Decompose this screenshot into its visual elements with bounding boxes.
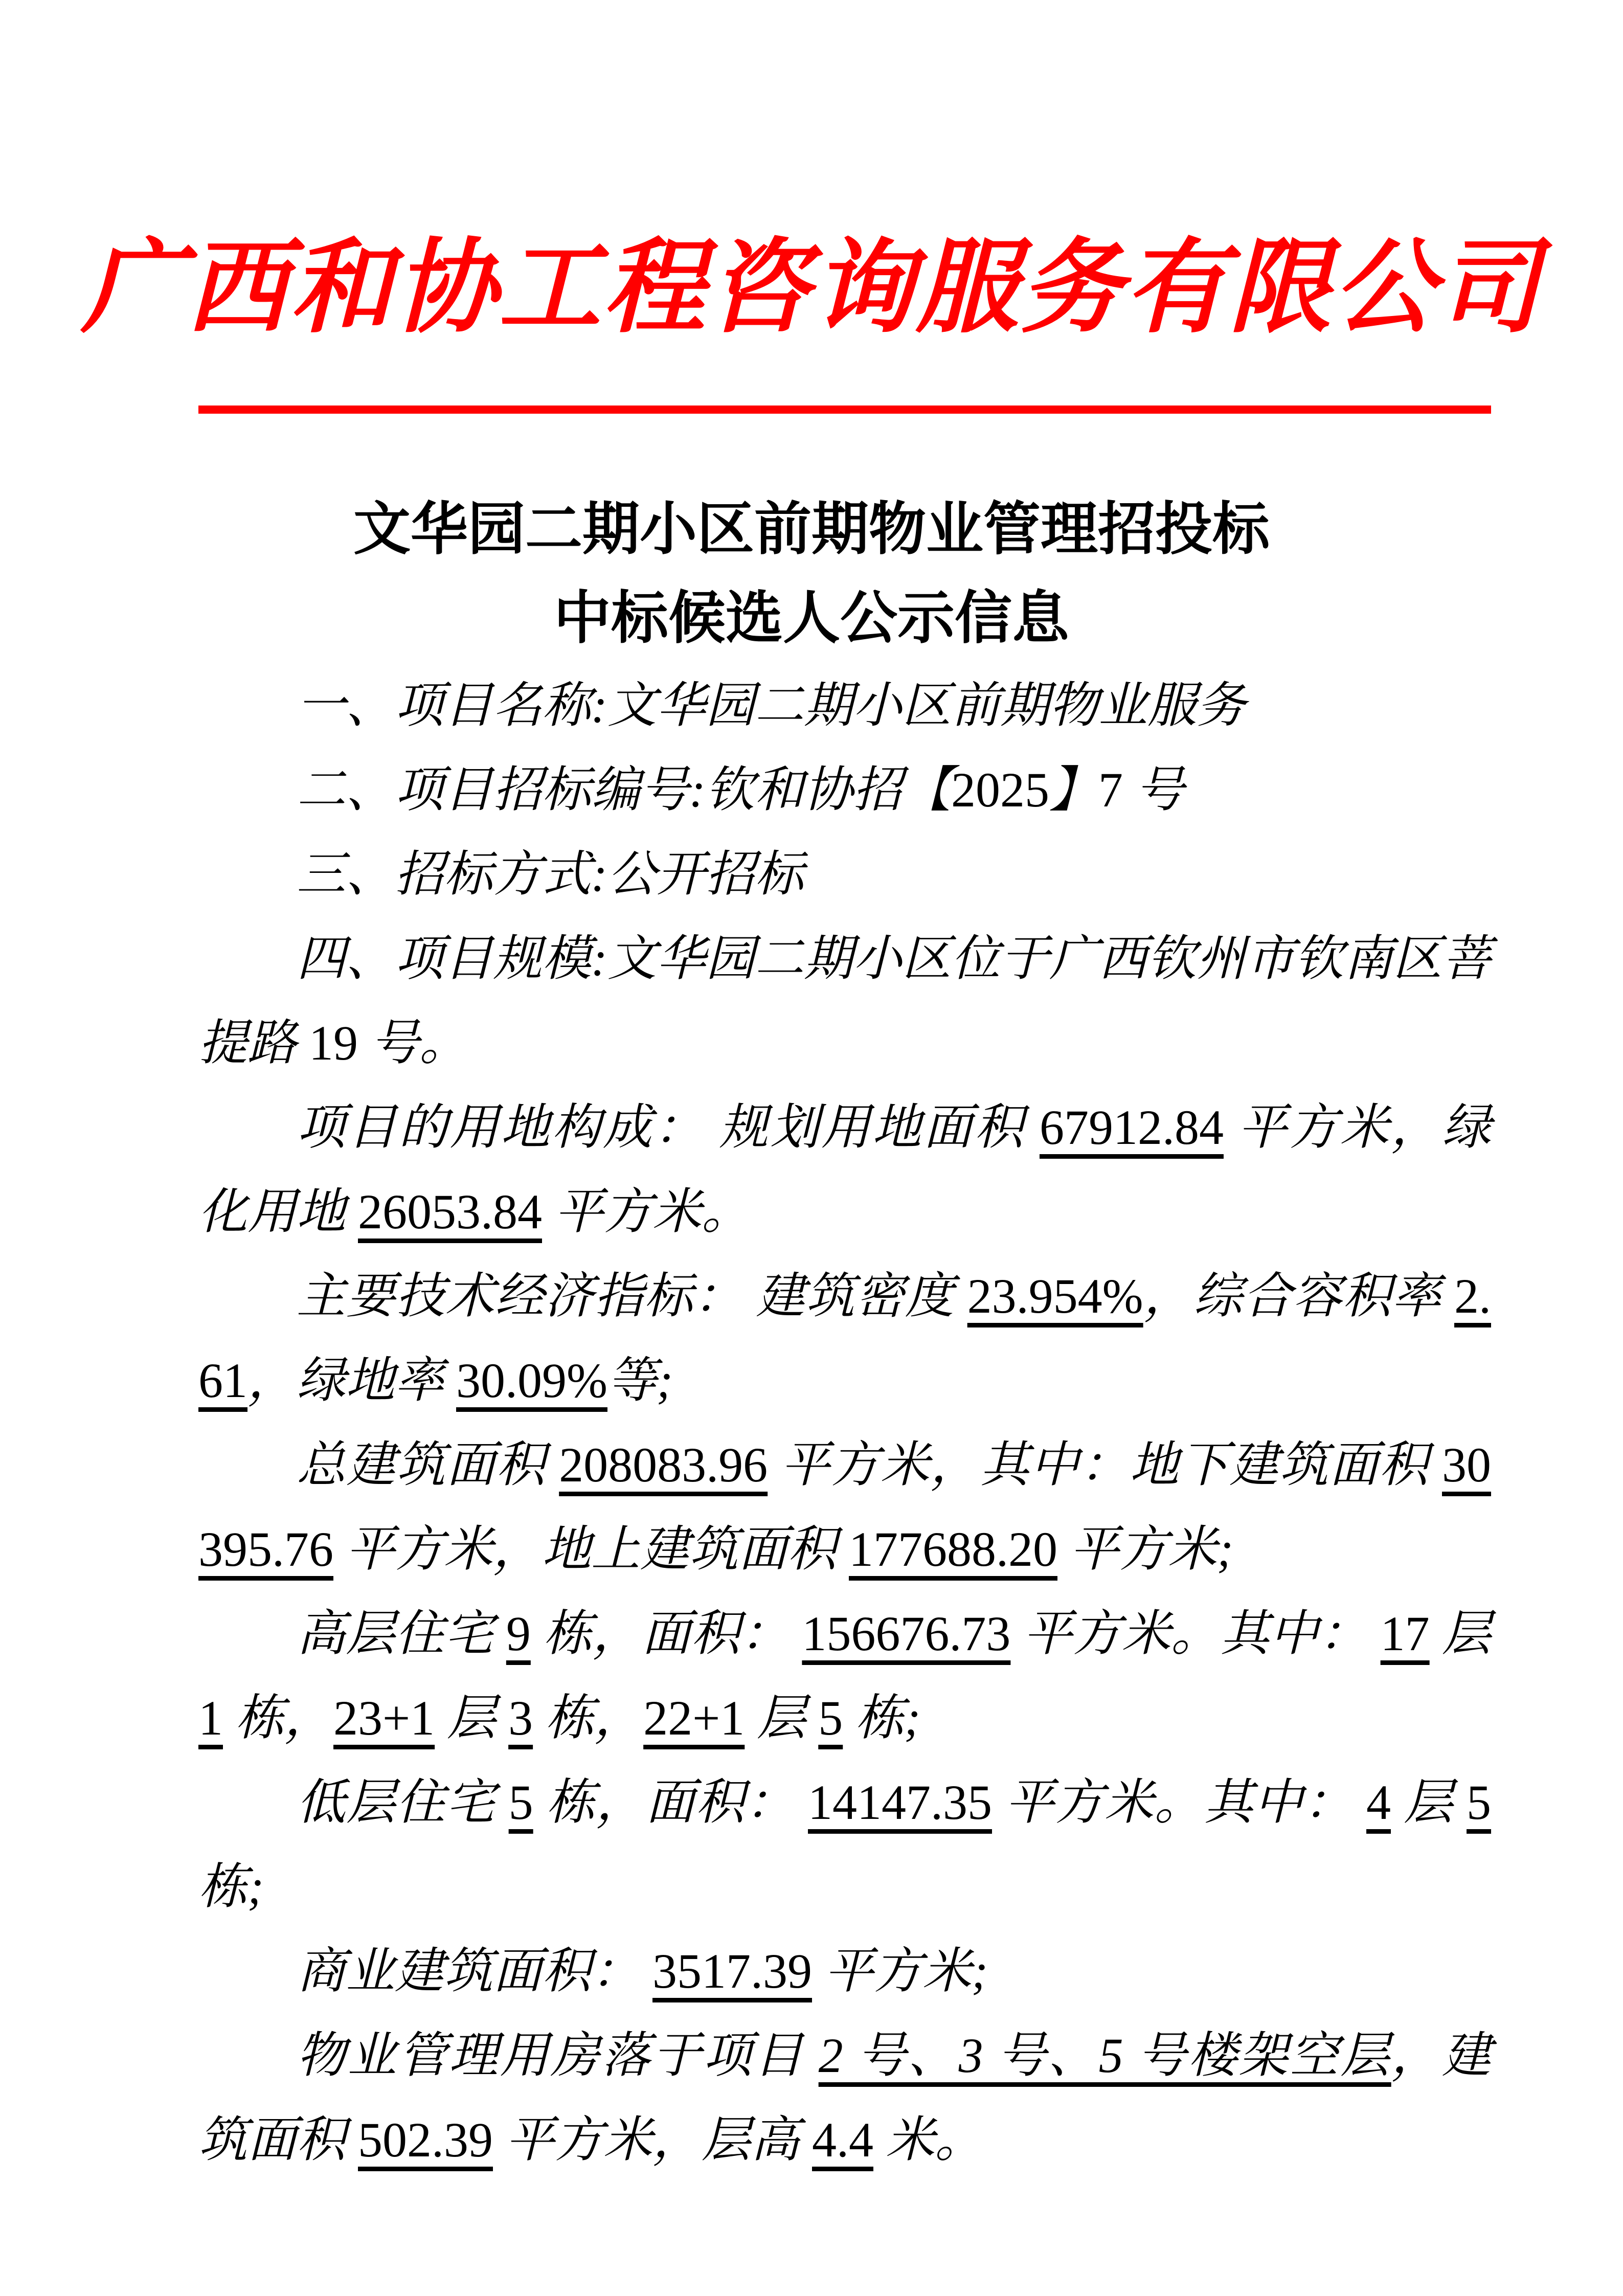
- text-segment: 平方米;: [812, 1944, 988, 1998]
- text-segment: 号。: [358, 1016, 468, 1070]
- text-segment: 栋，面积：: [533, 1775, 808, 1830]
- doc-title-line1: 文华园二期小区前期物业管理招投标: [353, 498, 1270, 561]
- paragraph: [198, 1423, 1491, 1591]
- text-segment: 平方米;: [1057, 1522, 1233, 1577]
- underlined-value: 5: [508, 1775, 533, 1830]
- text-segment: 平方米。其中：: [1010, 1606, 1381, 1661]
- text-segment: 19: [309, 1016, 358, 1070]
- paragraph: [198, 1760, 1491, 1929]
- underlined-value: 23+1: [333, 1691, 435, 1745]
- text-segment: 栋;: [198, 1859, 264, 1914]
- underlined-value: 14147.35: [808, 1775, 993, 1830]
- paragraph: [198, 663, 1491, 748]
- underlined-value: 26053.84: [358, 1184, 542, 1239]
- underlined-value: 502.39: [358, 2112, 493, 2167]
- underlined-value: 156676.73: [802, 1606, 1011, 1661]
- paragraph: [198, 832, 1491, 916]
- company-name: 广西和协工程咨询服务有限公司: [81, 232, 1542, 345]
- text-segment: 平方米，绿化用地: [198, 1100, 1492, 1239]
- text-segment: 2025: [951, 762, 1049, 817]
- text-segment: 栋;: [843, 1691, 921, 1745]
- text-segment: 7: [1098, 762, 1123, 817]
- text-segment: 一、项目名称:文华园二期小区前期物业服务: [297, 678, 1246, 733]
- text-segment: 低层住宅: [297, 1775, 509, 1830]
- underlined-value: 23.954%: [967, 1269, 1143, 1323]
- underlined-value: 1: [198, 1691, 223, 1745]
- underlined-value: 208083.96: [559, 1437, 768, 1492]
- doc-title: [0, 485, 1623, 663]
- underlined-value: 3517.39: [652, 1944, 812, 1998]
- text-segment: ，建筑面积: [198, 2028, 1492, 2167]
- paragraph: [198, 2013, 1491, 2182]
- underlined-value: 5: [818, 1691, 843, 1745]
- text-segment: 米。: [873, 2112, 984, 2167]
- paragraph: [198, 1254, 1491, 1423]
- paragraph: [198, 1591, 1491, 1760]
- text-segment: 平方米。: [542, 1184, 751, 1239]
- text-segment: 高层住宅: [297, 1606, 506, 1661]
- text-segment: 商业建筑面积：: [297, 1944, 652, 1998]
- text-segment: 】: [1049, 762, 1098, 817]
- text-segment: 层: [1429, 1606, 1492, 1661]
- text-segment: 四、项目规模:文华园二期小区位于广西钦州市钦南区菩提路: [198, 931, 1491, 1070]
- text-segment: 栋，面积：: [530, 1606, 802, 1661]
- paragraph: [198, 916, 1491, 1085]
- text-segment: 平方米，地上建筑面积: [333, 1522, 849, 1577]
- paragraph: [198, 1085, 1491, 1254]
- text-segment: 栋，: [533, 1691, 644, 1745]
- underlined-value: 2 号、3 号、5 号楼架空层: [818, 2028, 1391, 2083]
- text-segment: 项目的用地构成： 规划用地面积: [297, 1100, 1040, 1155]
- red-divider-rule: [198, 406, 1491, 414]
- text-segment: 等;: [607, 1353, 673, 1408]
- underlined-value: 4.4: [812, 2112, 873, 2167]
- text-segment: ，综合容积率: [1143, 1269, 1454, 1323]
- text-segment: 平方米，层高: [493, 2112, 812, 2167]
- underlined-value: 4: [1366, 1775, 1391, 1830]
- text-segment: 平方米，其中：地下建筑面积: [768, 1437, 1442, 1492]
- underlined-value: 177688.20: [849, 1522, 1057, 1577]
- text-segment: 层: [435, 1691, 509, 1745]
- doc-title-line2: 中标候选人公示信息: [554, 587, 1069, 650]
- underlined-value: 9: [506, 1606, 531, 1661]
- text-segment: 主要技术经济指标： 建筑密度: [297, 1269, 967, 1323]
- underlined-value: 22+1: [643, 1691, 745, 1745]
- underlined-value: 17: [1380, 1606, 1430, 1661]
- underlined-value: 30395.76: [198, 1437, 1492, 1577]
- text-segment: ，绿地率: [247, 1353, 456, 1408]
- text-segment: 物业管理用房落于项目: [297, 2028, 819, 2083]
- text-segment: 栋，: [223, 1691, 333, 1745]
- text-segment: 层: [1391, 1775, 1467, 1830]
- underlined-value: 30.09%: [456, 1353, 607, 1408]
- text-segment: 三、招标方式:公开招标: [297, 847, 804, 902]
- underlined-value: 5: [1467, 1775, 1492, 1830]
- text-segment: 层: [745, 1691, 819, 1745]
- text-segment: 总建筑面积: [297, 1437, 559, 1492]
- paragraph: [198, 1929, 1491, 2013]
- document-body: [198, 663, 1491, 2182]
- text-segment: 二、项目招标编号:钦和协招【: [297, 762, 951, 817]
- underlined-value: 3: [508, 1691, 533, 1745]
- underlined-value: 67912.84: [1039, 1100, 1224, 1155]
- text-segment: 号: [1122, 762, 1184, 817]
- paragraph: [198, 748, 1491, 832]
- underlined-value: 2.61: [198, 1269, 1491, 1408]
- text-segment: 平方米。其中：: [992, 1775, 1367, 1830]
